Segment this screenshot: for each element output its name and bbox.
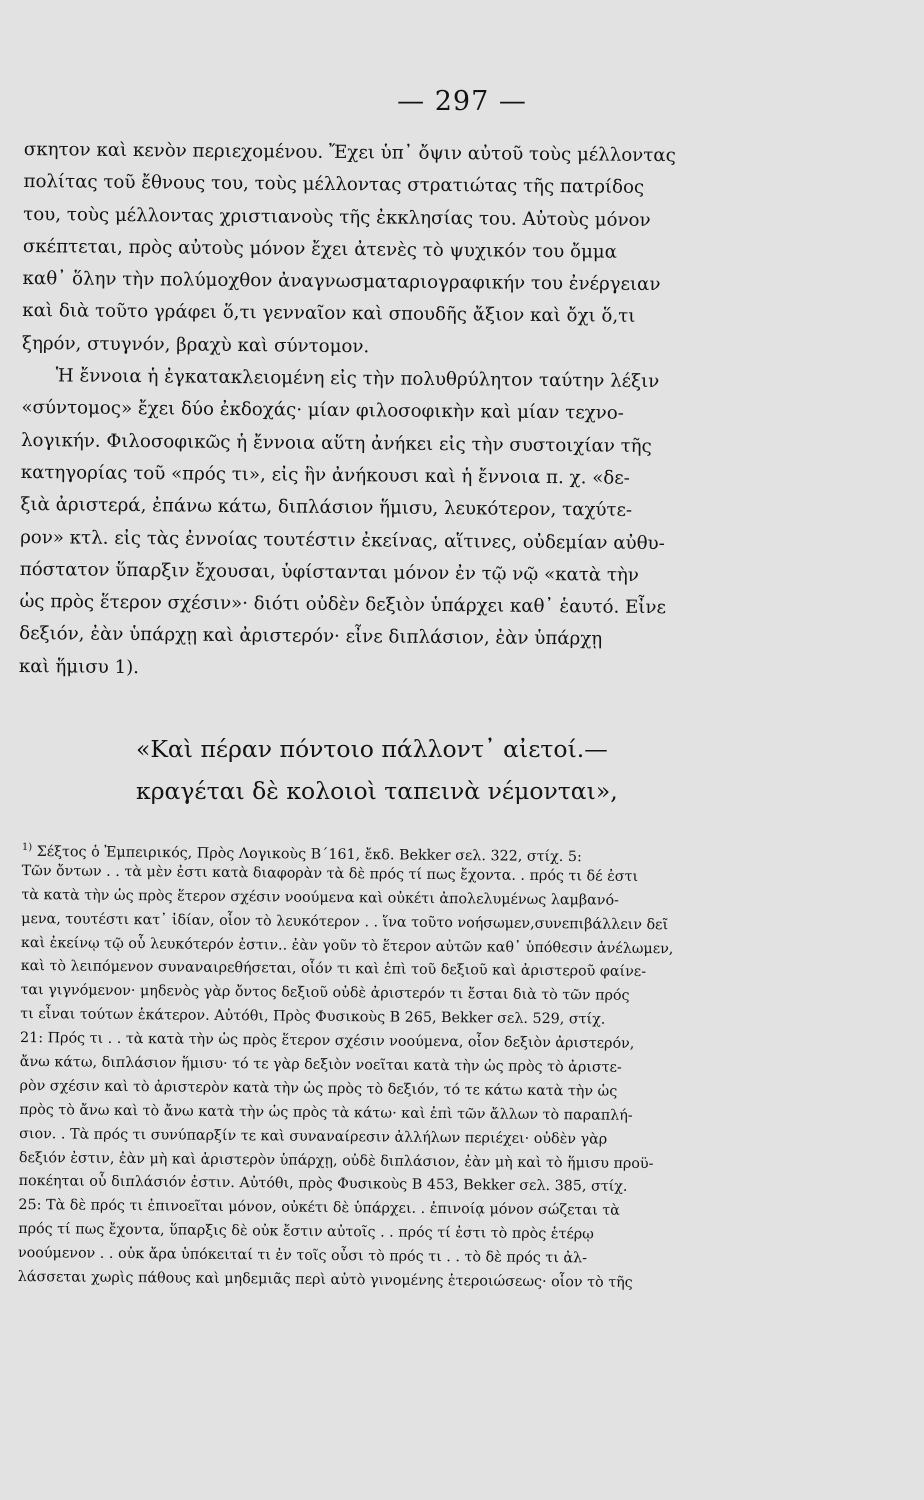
main-text (19, 134, 754, 690)
footnote-line: ται γιγνόμενον· μηδενὸς γὰρ ὄντος δεξιοῦ οὐδὲ ἀριστερόν τι ἔσται διὰ τὸ τῶν πρός (20, 982, 630, 1005)
verse-line: «Καὶ πέραν πόντοιο πάλλοντ᾽ αἰετοί.— (136, 735, 608, 763)
text-line: ὡς πρὸς ἕτερον σχέσιν»· διότι οὐδὲν δεξιὸν ὑπάρχει καθ᾽ ἑαυτό. Εἶνε (19, 591, 667, 619)
footnote-text: Σέξτος ὁ Ἐμπειρικός, Πρὸς Λογικοὺς Β΄161, ἔκδ. Bekker σελ. 322, στίχ. 5: (36, 843, 582, 866)
footnote-line: καὶ τὸ λειπόμενον συναναιρεθήσεται, οἷόν τι καὶ ἐπὶ τοῦ δεξιοῦ καὶ ἀριστεροῦ φαίνε- (20, 958, 647, 981)
text-line: καθ᾽ ὅλην τὴν πολύμοχθον ἀναγνωσματαριογραφικήν του ἐνέργειαν (22, 268, 661, 296)
text-line: πολίτας τοῦ ἔθνους του, τοὺς μέλλοντας στρατιώτας τῆς πατρίδος (23, 171, 645, 199)
text-line: σκητον καὶ κενὸν περιεχομένου. Ἔχει ὑπ᾽ ὄψιν αὐτοῦ τοὺς μέλλοντας (23, 138, 676, 167)
text-line: καὶ διὰ τοῦτο γράφει ὅ,τι γενναῖον καὶ σπουδῆς ἄξιον καὶ ὄχι ὅ,τι (22, 300, 636, 328)
text-line: «σύντομος» ἔχει δύο ἐκδοχάς· μίαν φιλοσοφικὴν καὶ μίαν τεχνο- (21, 397, 624, 425)
footnote-line: νοούμενον . . οὐκ ἄρα ὑπόκειταί τι ἐν τοῖς οὖσι τὸ πρός τι . . τὸ δὲ πρός τι ἀλ- (17, 1245, 588, 1267)
text-line: ξηρόν, στυγνόν, βραχὺ καὶ σύντομον. (21, 332, 370, 358)
footnote-line: τὰ κατὰ τὴν ὡς πρὸς ἕτερον σχέσιν νοούμενα καὶ οὐκέτι ἀπολελυμένως λαμβανό- (21, 886, 620, 909)
text-line: δεξιόν, ἐὰν ὑπάρχῃ καὶ ἀριστερόν· εἶνε διπλάσιον, ἐὰν ὑπάρχῃ (19, 623, 603, 651)
footnote-line: Τῶν ὄντων . . τὰ μὲν ἐστι κατὰ διαφορὰν τὰ δὲ πρός τί πως ἔχοντα. . πρός τι δέ ἐστι (21, 862, 639, 885)
footnote-line: 21: Πρός τι . . τὰ κατὰ τὴν ὡς πρὸς ἕτερον σχέσιν νοούμενα, οἷον δεξιὸν ἀριστερόν, (19, 1030, 635, 1053)
footnote-line: δεξιόν ἐστιν, ἐὰν μὴ καὶ ἀριστερὸν ὑπάρχῃ, οὐδὲ διπλάσιον, ἐὰν μὴ καὶ τὸ ἥμισυ προϋ- (18, 1149, 654, 1172)
text-line: κατηγορίας τοῦ «πρός τι», εἰς ἣν ἀνήκουσι καὶ ἡ ἔννοια π. χ. «δε- (20, 461, 630, 489)
text-line: ξιὰ ἀριστερά, ἐπάνω κάτω, διπλάσιον ἥμισυ, λευκότερον, ταχύτε- (20, 494, 633, 522)
footnote-line: 25: Τὰ δὲ πρός τι ἐπινοεῖται μόνον, οὐκέτι δὲ ὑπάρχει. . ἐπινοίᾳ μόνον σώζεται τὰ (18, 1197, 620, 1220)
footnote-line: πρὸς τὸ ἄνω καὶ τὸ ἄνω κατὰ τὴν ὡς πρὸς τὰ κάτω· καὶ ἐπὶ τῶν ἄλλων τὸ παραπλή- (19, 1101, 633, 1124)
footnote-line: καὶ ἐκείνῳ τῷ οὗ λευκότερόν ἐστιν.. ἐὰν γοῦν τὸ ἕτερον αὐτῶν καθ᾽ ὑπόθεσιν ἀνέλωμεν, (20, 934, 674, 957)
footnote-line: τι εἶναι τούτων ἑκάτερον. Αὐτόθι, Πρὸς Φυσικοὺς Β 265, Bekker σελ. 529, στίχ. (20, 1006, 606, 1028)
text-line: σκέπτεται, πρὸς αὐτοὺς μόνον ἔχει ἀτενὲς τὸ ψυχικόν του ὄμμα (22, 235, 618, 263)
paragraph-start-line: Ἡ ἔννοια ἡ ἐγκατακλειομένη εἰς τὴν πολυθρύλητον ταύτην λέξιν (55, 365, 660, 393)
text-line: λογικήν. Φιλοσοφικῶς ἡ ἔννοια αὕτη ἀνήκει εἰς τὴν συστοιχίαν τῆς (20, 429, 652, 457)
footnote-line: σιον. . Τὰ πρός τι συνύπαρξίν τε καὶ συναναίρεσιν ἀλλήλων περιέχει· οὐδὲν γὰρ (19, 1125, 608, 1148)
text-line: ρον» κτλ. εἰς τὰς ἐννοίας τουτέστιν ἐκείνας, αἵτινες, οὐδεμίαν αὐθυ- (20, 526, 665, 554)
page-number: — 297 — (397, 86, 527, 117)
footnote-line: ρὸν σχέσιν καὶ τὸ ἀριστερὸν κατὰ τὴν ὡς πρὸς τὸ δεξιόν, τό τε κάτω κατὰ τὴν ὡς (19, 1077, 618, 1100)
footnote-line: λάσσεται χωρὶς πάθους καὶ μηδεμιᾶς περὶ αὐτὸ γινομένης ἑτεροιώσεως· οἷον τὸ τῆς (17, 1269, 633, 1291)
footnote-line: ποκέηται οὗ διπλάσιόν ἐστιν. Αὐτόθι, πρὸς Φυσικοὺς Β 453, Bekker σελ. 385, στίχ. (18, 1173, 628, 1196)
text-line: πόστατον ὕπαρξιν ἔχουσαι, ὑφίστανται μόνον ἐν τῷ νῷ «κατὰ τὴν (19, 558, 640, 586)
footnotes (18, 836, 762, 1297)
verse-quote (136, 728, 776, 812)
footnote-marker: 1) (21, 841, 33, 854)
footnote-line: ἄνω κάτω, διπλάσιον ἥμισυ· τό τε γὰρ δεξιὸν νοεῖται κατὰ τὴν ὡς πρὸς τὸ ἀριστε- (19, 1054, 622, 1076)
footnote-line: πρός τί πως ἔχοντα, ὕπαρξις δὲ οὐκ ἔστιν αὐτοῖς . . πρός τί ἐστι τὸ πρὸς ἑτέρῳ (18, 1221, 594, 1243)
text-line: καὶ ἥμισυ 1). (18, 655, 140, 678)
verse-line: κραγέται δὲ κολοιοὶ ταπεινὰ νέμονται», (136, 777, 618, 805)
text-line: του, τοὺς μέλλοντας χριστιανοὺς τῆς ἐκκλησίας του. Αὐτοὺς μόνον (23, 203, 651, 231)
footnote-line: μενα, τουτέστι κατ᾽ ἰδίαν, οἷον τὸ λευκότερον . . ἵνα τοῦτο νοήσωμεν,συνεπιβάλλειν δεῖ (21, 910, 669, 933)
